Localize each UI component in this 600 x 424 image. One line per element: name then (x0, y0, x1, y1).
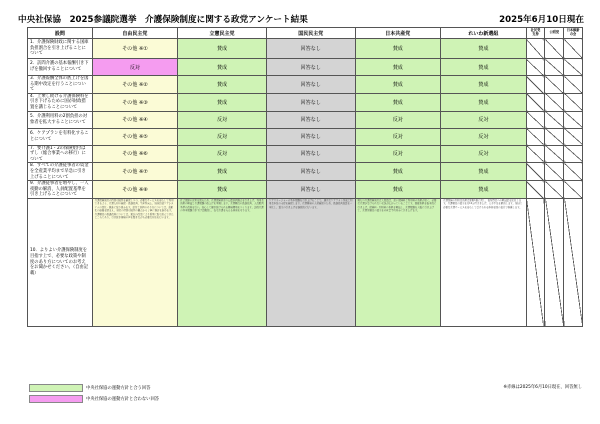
question-cell: 10．よりよい介護保険制度を目指す上で、必要な政策や制度のあり方についてのお考えをお聞かせください。（自由記載） (28, 198, 93, 326)
answer-cell-party-2: 賛成 (178, 76, 267, 94)
no-answer-cell-party-7 (545, 111, 564, 128)
answer-cell-party-1: その他 ※④ (92, 111, 178, 128)
no-answer-cell-party-8 (564, 145, 583, 163)
answer-cell-party-5: 反対 (441, 111, 527, 128)
no-answer-cell-party-7 (545, 59, 564, 76)
no-answer-cell-party-7 (545, 76, 564, 94)
table-row (28, 198, 583, 326)
footnote: ※赤線は2025年6月10日現在、回答無し (503, 385, 582, 390)
answer-cell-party-2: 賛成 (178, 93, 267, 111)
col-party-7: 公明党 (545, 28, 564, 39)
col-party-8 (564, 28, 583, 39)
question-cell: 5．介護利用料の2割負担の対象者を拡大することについて (28, 111, 93, 128)
col-party-8-name: 日本維新 (566, 28, 580, 33)
col-party-1: 自由民主党 (92, 28, 178, 39)
answer-cell-party-5: 賛成 (441, 93, 527, 111)
table-header-row (28, 28, 583, 39)
question-cell: 2．訪問介護の基本報酬引き下げを撤回することについて (28, 59, 93, 76)
answer-cell-party-5: 賛成 (441, 39, 527, 59)
answer-cell-party-3: 回答なし (266, 181, 355, 199)
answer-cell-party-2: 賛成 (178, 59, 267, 76)
no-answer-cell-party-6 (526, 198, 545, 326)
answer-cell-party-3: 回答なし (266, 111, 355, 128)
question-cell: 8．すべての介護従事者の賃金を全産業平均まで早急に引き上げることについて (28, 163, 93, 181)
col-party-6-sub: 支持 (532, 32, 539, 36)
question-cell: 1．介護保険財政に関する国庫負担割合を引き上げることについて (28, 39, 93, 59)
answer-cell-party-3: ケアマネージャーの基本報酬を引き上げることで、適正なケアプラン作成と利用者本位の支援を確保します。介護現場の人材確保のため、処遇改善加算を一本化し、賃金の引き上げを継続的に行います。 (266, 198, 355, 326)
answer-cell-party-3: 回答なし (266, 39, 355, 59)
answer-cell-party-2: 反対 (178, 145, 267, 163)
legend-swatch-match (29, 384, 83, 392)
no-answer-cell-party-6 (526, 76, 545, 94)
no-answer-cell-party-8 (564, 181, 583, 199)
table-row (28, 145, 583, 163)
legend-item-mismatch (29, 395, 159, 403)
no-answer-cell-party-8 (564, 39, 583, 59)
no-answer-cell-party-6 (526, 93, 545, 111)
legend-text-mismatch: 中央社保協の運動方針と合わない回答 (86, 397, 160, 402)
answer-cell-party-3: 回答なし (266, 93, 355, 111)
table-body (28, 39, 583, 327)
answer-cell-party-4: 賛成 (355, 93, 441, 111)
no-answer-cell-party-6 (526, 145, 545, 163)
answer-cell-party-1: 反対 (92, 59, 178, 76)
legend-item-match (29, 384, 150, 392)
question-cell: 3．介護報酬全体の底上げを図る期中改定を行うことについて (28, 76, 93, 94)
answer-cell-party-5: 賛成 (441, 76, 527, 94)
no-answer-cell-party-7 (545, 93, 564, 111)
col-party-6-name: 社民党 (530, 28, 541, 33)
no-answer-cell-party-8 (564, 59, 583, 76)
answer-cell-party-4: 反対 (355, 145, 441, 163)
answer-cell-party-1: その他 ※③ (92, 93, 178, 111)
table-row (28, 163, 583, 181)
no-answer-cell-party-7 (545, 198, 564, 326)
col-party-8-sub: の会 (569, 32, 577, 36)
answer-cell-party-4: 反対 (355, 128, 441, 145)
answer-cell-party-4: 現行の介護保険制度は大問題は、高い保険料と利用料の負担が重く、必要な介護が受けられない状況が広がっていることです。国庫負担を抜本的に引き上げ、保険料・利用料の負担を軽減し、介護報酬を大幅に引き上げて、介護労働者の賃金を全産業平均並みに引き上げます。 (355, 198, 441, 326)
question-cell: 7．要介護1・2の保険給付はずし（総合事業への移行）について (28, 145, 93, 163)
answer-cell-party-5: 賛成 (441, 59, 527, 76)
answer-cell-party-3: 回答なし (266, 145, 355, 163)
no-answer-cell-party-6 (526, 39, 545, 59)
answer-cell-party-3: 回答なし (266, 59, 355, 76)
table-row (28, 39, 583, 59)
question-cell: 6．ケアプランを有料化することについて (28, 128, 93, 145)
answer-cell-party-1: その他 ※⑤ (92, 128, 178, 145)
legend-text-match: 中央社保協の運動方針と合う回答 (86, 386, 151, 391)
no-answer-cell-party-6 (526, 111, 545, 128)
answer-cell-party-2: 賛成 (178, 39, 267, 59)
no-answer-cell-party-7 (545, 128, 564, 145)
answer-cell-party-3: 回答なし (266, 76, 355, 94)
answer-cell-party-3: 回答なし (266, 163, 355, 181)
answer-cell-party-1: 介護保険制度の持続可能性を確保しつつ、必要なサービスを安心して利用できるよう、介護人材の確保・処遇改善、生産性向上、地域包括ケアシステムの深化・推進に取り組みます。給付と負担のあり方については、高齢化の進展を踏まえ、制度の持続可能性の観点から丁寧に検討を進めます。介護職員の処遇改善については、累次の改定により着実に取り組んできたところであり、引き続き現場の声を聞きながら必要な対応を行います。 (92, 198, 178, 326)
page-date: 2025年6月10日現在 (499, 15, 584, 25)
answer-cell-party-4: 賛成 (355, 59, 441, 76)
answer-cell-party-5: 賛成 (441, 163, 527, 181)
answer-cell-party-1: その他 ※⑧ (92, 181, 178, 199)
col-party-2: 立憲民主党 (178, 28, 267, 39)
answer-cell-party-1: その他 ※② (92, 76, 178, 94)
answer-cell-party-1: その他 ※① (92, 39, 178, 59)
answer-cell-party-4: 賛成 (355, 39, 441, 59)
no-answer-cell-party-7 (545, 163, 564, 181)
answer-cell-party-2: 賛成 (178, 181, 267, 199)
no-answer-cell-party-8 (564, 163, 583, 181)
answer-cell-party-4: 賛成 (355, 181, 441, 199)
no-answer-cell-party-6 (526, 128, 545, 145)
answer-cell-party-4: 賛成 (355, 76, 441, 94)
col-party-5: れいわ新選組 (441, 28, 527, 39)
no-answer-cell-party-6 (526, 59, 545, 76)
answer-cell-party-1: その他 ※⑥ (92, 145, 178, 163)
no-answer-cell-party-8 (564, 93, 583, 111)
table-row (28, 111, 583, 128)
table-row (28, 59, 583, 76)
answer-cell-party-5: 反対 (441, 145, 527, 163)
no-answer-cell-party-8 (564, 198, 583, 326)
no-answer-cell-party-7 (545, 39, 564, 59)
no-answer-cell-party-7 (545, 145, 564, 163)
answer-cell-party-1: その他 ※⑦ (92, 163, 178, 181)
answer-cell-party-4: 反対 (355, 111, 441, 128)
answer-cell-party-2: 反対 (178, 111, 267, 128)
table-row (28, 128, 583, 145)
no-answer-cell-party-6 (526, 163, 545, 181)
page-title: 中央社保協 2025参議院選挙 介護保険制度に関する政党アンケート結果 (18, 15, 308, 25)
col-question: 設問 (28, 28, 93, 39)
answer-cell-party-5: 反対 (441, 128, 527, 145)
answer-cell-party-2: 反対 (178, 128, 267, 145)
answer-cell-party-3: 回答なし (266, 128, 355, 145)
no-answer-cell-party-6 (526, 181, 545, 199)
col-party-3: 国民民主党 (266, 28, 355, 39)
table-row (28, 93, 583, 111)
answer-cell-party-5: 賛成 (441, 181, 527, 199)
table-row (28, 76, 583, 94)
no-answer-cell-party-8 (564, 128, 583, 145)
legend-swatch-mismatch (29, 395, 83, 403)
answer-cell-party-5: 介護保険の利用者負担は原則1割に戻し、低所得者への軽減策を拡充します。介護職員の賃金を月10万円引き上げ、人手不足を解消します。地域で必要な介護サービスを安心して受けられる体制を国の責任で整備します。 (441, 198, 527, 326)
question-cell: 9．介護従事者を増やし、一人夜勤の解消、人員配置基準を引き上げることについて (28, 181, 93, 199)
survey-table (27, 27, 583, 327)
no-answer-cell-party-8 (564, 76, 583, 94)
no-answer-cell-party-8 (564, 111, 583, 128)
no-answer-cell-party-7 (545, 181, 564, 199)
question-cell: 4．上乗し続ける介護保険料を引き下げるために国が財政措置を講じることについて (28, 93, 93, 111)
col-party-4: 日本共産党 (355, 28, 441, 39)
answer-cell-party-2: 賛成 (178, 163, 267, 181)
table-row (28, 181, 583, 199)
col-party-6 (526, 28, 545, 39)
answer-cell-party-4: 賛成 (355, 163, 441, 181)
answer-cell-party-2: 社会保障の充実を図るため、介護保険制度の公費負担割合を引き上げ、利用者負担の軽減と介護報酬の底上げを実現します。介護職員の処遇改善、人員配置基準の改善を行い、安心して働き続けられる職場環境をつくります。訪問介護の基本報酬引き下げは撤回し、在宅介護を支える体制を守ります。 (178, 198, 267, 326)
